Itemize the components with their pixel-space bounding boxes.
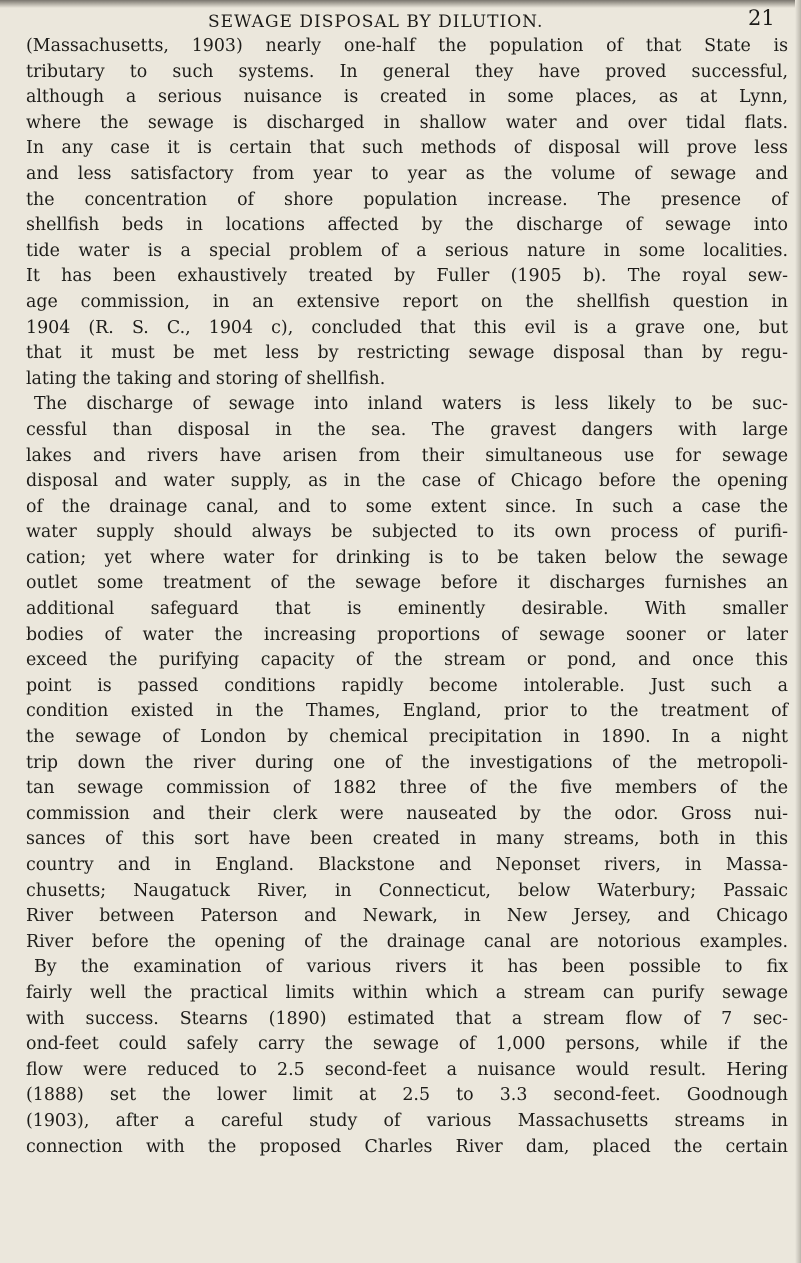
text-line: trip down the river during one of the investigations of the metropoli-: [26, 752, 788, 773]
text-line: tan sewage commission of 1882 three of the five members of the: [26, 778, 788, 799]
text-line: River between Paterson and Newark, in New Jersey, and Chicago: [26, 906, 788, 927]
text-line: cation; yet where water for drinking is to be taken below the sewage: [26, 547, 788, 568]
text-line: age commission, in an extensive report on the shellfish question in: [26, 291, 788, 312]
text-line: tributary to such systems. In general they have proved successful,: [26, 61, 788, 82]
text-line: disposal and water supply, as in the case of Chicago before the opening: [26, 471, 788, 492]
text-line: water supply should always be subjected to its own process of purifi-: [26, 522, 788, 543]
text-line: where the sewage is discharged in shallow water and over tidal flats.: [26, 112, 788, 133]
text-line: additional safeguard that is eminently desirable. With smaller: [26, 599, 788, 620]
page-right-edge: [795, 0, 801, 1263]
text-line: although a serious nuisance is created in some places, as at Lynn,: [26, 87, 788, 108]
text-line: of the drainage canal, and to some extent since. In such a case the: [26, 496, 788, 517]
paragraph-end-line: lating the taking and storing of shellfish.: [26, 368, 386, 389]
text-line: the concentration of shore population increase. The presence of: [26, 189, 788, 210]
text-line: exceed the purifying capacity of the stream or pond, and once this: [26, 650, 788, 671]
text-line: flow were reduced to 2.5 second-feet a nuisance would result. Hering: [26, 1059, 788, 1080]
page-top-shadow: [0, 0, 801, 8]
text-line: bodies of water the increasing proportions of sewage sooner or later: [26, 624, 788, 645]
text-line: tide water is a special problem of a serious nature in some localities.: [26, 240, 788, 261]
text-line: condition existed in the Thames, England, prior to the treatment of: [26, 701, 788, 722]
text-line: ond-feet could safely carry the sewage of 1,000 persons, while if the: [26, 1034, 788, 1055]
text-line: with success. Stearns (1890) estimated that a stream flow of 7 sec-: [26, 1008, 788, 1029]
running-head: [0, 8, 801, 34]
body-text: [26, 34, 788, 1160]
text-line: cessful than disposal in the sea. The gravest dangers with large: [26, 419, 788, 440]
text-line: (1903), after a careful study of various Massachusetts streams in: [26, 1110, 788, 1131]
paragraph-start-line: By the examination of various rivers it has been possible to fix: [34, 957, 788, 978]
text-line: fairly well the practical limits within which a stream can purify sewage: [26, 982, 788, 1003]
text-line: It has been exhaustively treated by Fuller (1905 b). The royal sew-: [26, 266, 788, 287]
text-line: chusetts; Naugatuck River, in Connecticut, below Waterbury; Passaic: [26, 880, 788, 901]
paragraph-start-line: The discharge of sewage into inland waters is less likely to be suc-: [34, 394, 788, 415]
text-line: sances of this sort have been created in many streams, both in this: [26, 829, 788, 850]
text-line: (Massachusetts, 1903) nearly one-half the population of that State is: [26, 36, 788, 56]
text-line: and less satisfactory from year to year as the volume of sewage and: [26, 163, 788, 184]
text-line: lakes and rivers have arisen from their simultaneous use for sewage: [26, 445, 788, 466]
text-line: 1904 (R. S. C., 1904 c), concluded that this evil is a grave one, but: [26, 317, 788, 338]
text-line: that it must be met less by restricting sewage disposal than by regu-: [26, 343, 788, 364]
page-number: 21: [748, 6, 775, 30]
text-line: (1888) set the lower limit at 2.5 to 3.3 second-feet. Goodnough: [26, 1085, 788, 1106]
text-line: shellfish beds in locations affected by the discharge of sewage into: [26, 215, 788, 236]
text-line: the sewage of London by chemical precipitation in 1890. In a night: [26, 727, 788, 748]
text-line: outlet some treatment of the sewage before it discharges furnishes an: [26, 573, 788, 594]
text-line: country and in England. Blackstone and Neponset rivers, in Massa-: [26, 855, 788, 875]
text-line: In any case it is certain that such methods of disposal will prove less: [26, 138, 788, 159]
running-title: SEWAGE DISPOSAL BY DILUTION.: [208, 12, 544, 32]
text-line: River before the opening of the drainage canal are notorious examples.: [26, 931, 788, 952]
text-line: point is passed conditions rapidly become intolerable. Just such a: [26, 675, 788, 696]
text-line: connection with the proposed Charles River dam, placed the certain: [26, 1136, 788, 1157]
text-line: commission and their clerk were nauseated by the odor. Gross nui-: [26, 803, 788, 824]
